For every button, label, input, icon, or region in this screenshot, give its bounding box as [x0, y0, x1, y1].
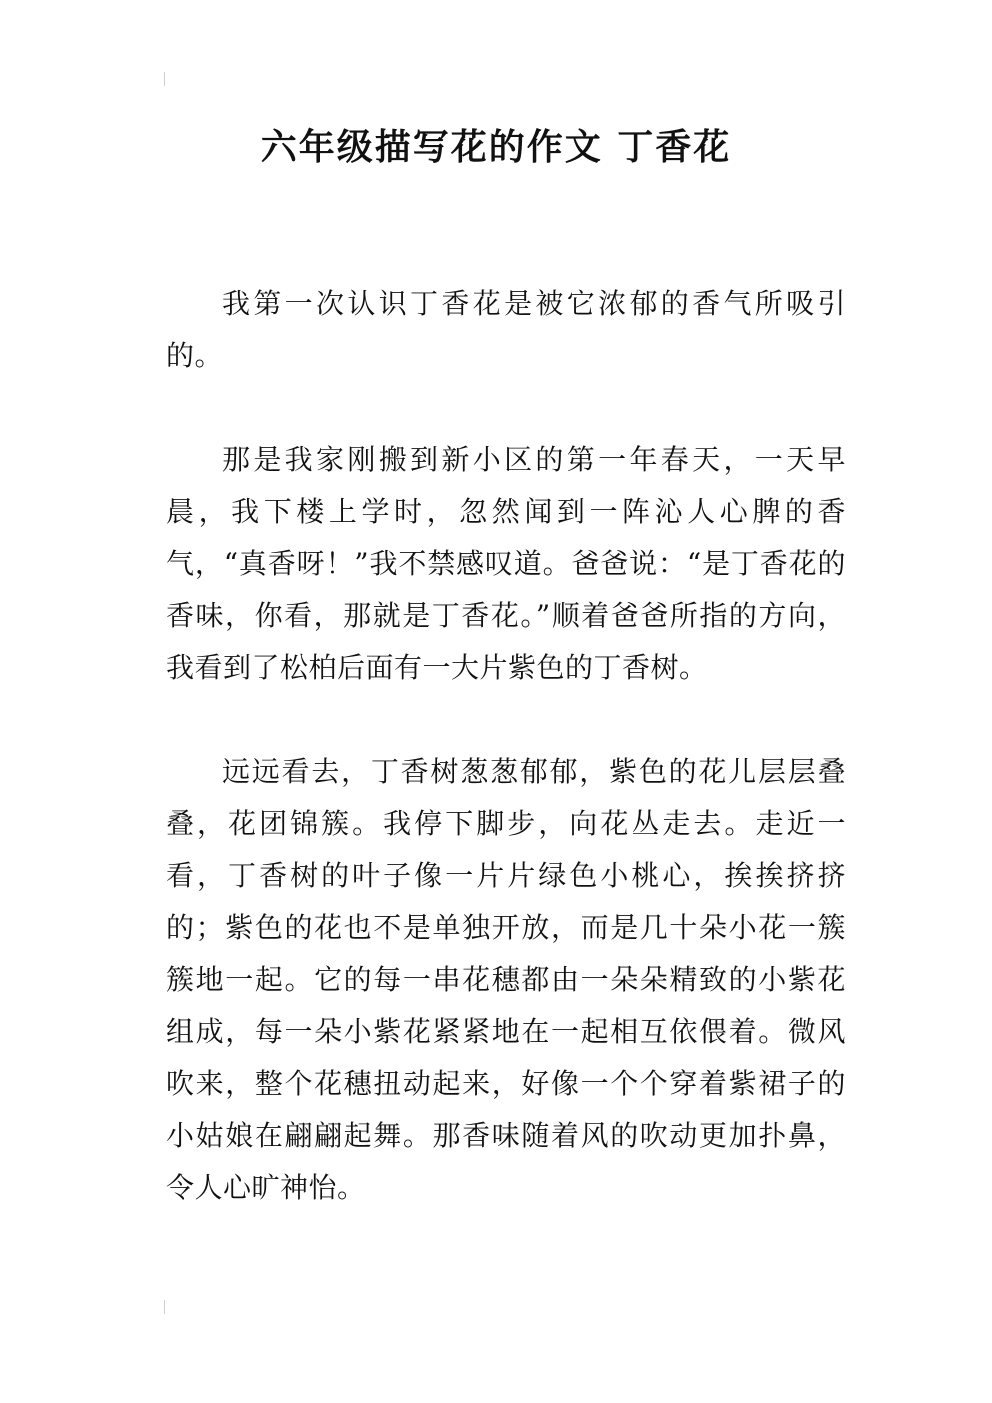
paragraph-2: 那是我家刚搬到新小区的第一年春天，一天早晨，我下楼上学时，忽然闻到一阵沁人心脾的香气，“真香呀！”我不禁感叹道。爸爸说：“是丁香花的香味，你看，那就是丁香花。”顺着爸爸所指的方向，我看到了松柏后面有一大片紫色的丁香树。 — [166, 443, 846, 684]
bottom-margin-mark — [164, 1300, 165, 1314]
top-margin-mark — [164, 72, 165, 86]
paragraph-3: 远远看去，丁香树葱葱郁郁，紫色的花儿层层叠叠，花团锦簇。我停下脚步，向花丛走去。走近一看，丁香树的叶子像一片片绿色小桃心，挨挨挤挤的；紫色的花也不是单独开放，而是几十朵小花一簇簇地一起。它的每一串花穗都由一朵朵精致的小紫花组成，每一朵小紫花紧紧地在一起相互依偎着。微风吹来，整个花穗扭动起来，好像一个个穿着紫裙子的小姑娘在翩翩起舞。那香味随着风的吹动更加扑鼻，令人心旷神怡。 — [166, 755, 846, 1204]
essay-body — [166, 278, 846, 1214]
paragraph-1: 我第一次认识丁香花是被它浓郁的香气所吸引的。 — [166, 287, 846, 372]
page-title: 六年级描写花的作文 丁香花 — [260, 127, 732, 168]
